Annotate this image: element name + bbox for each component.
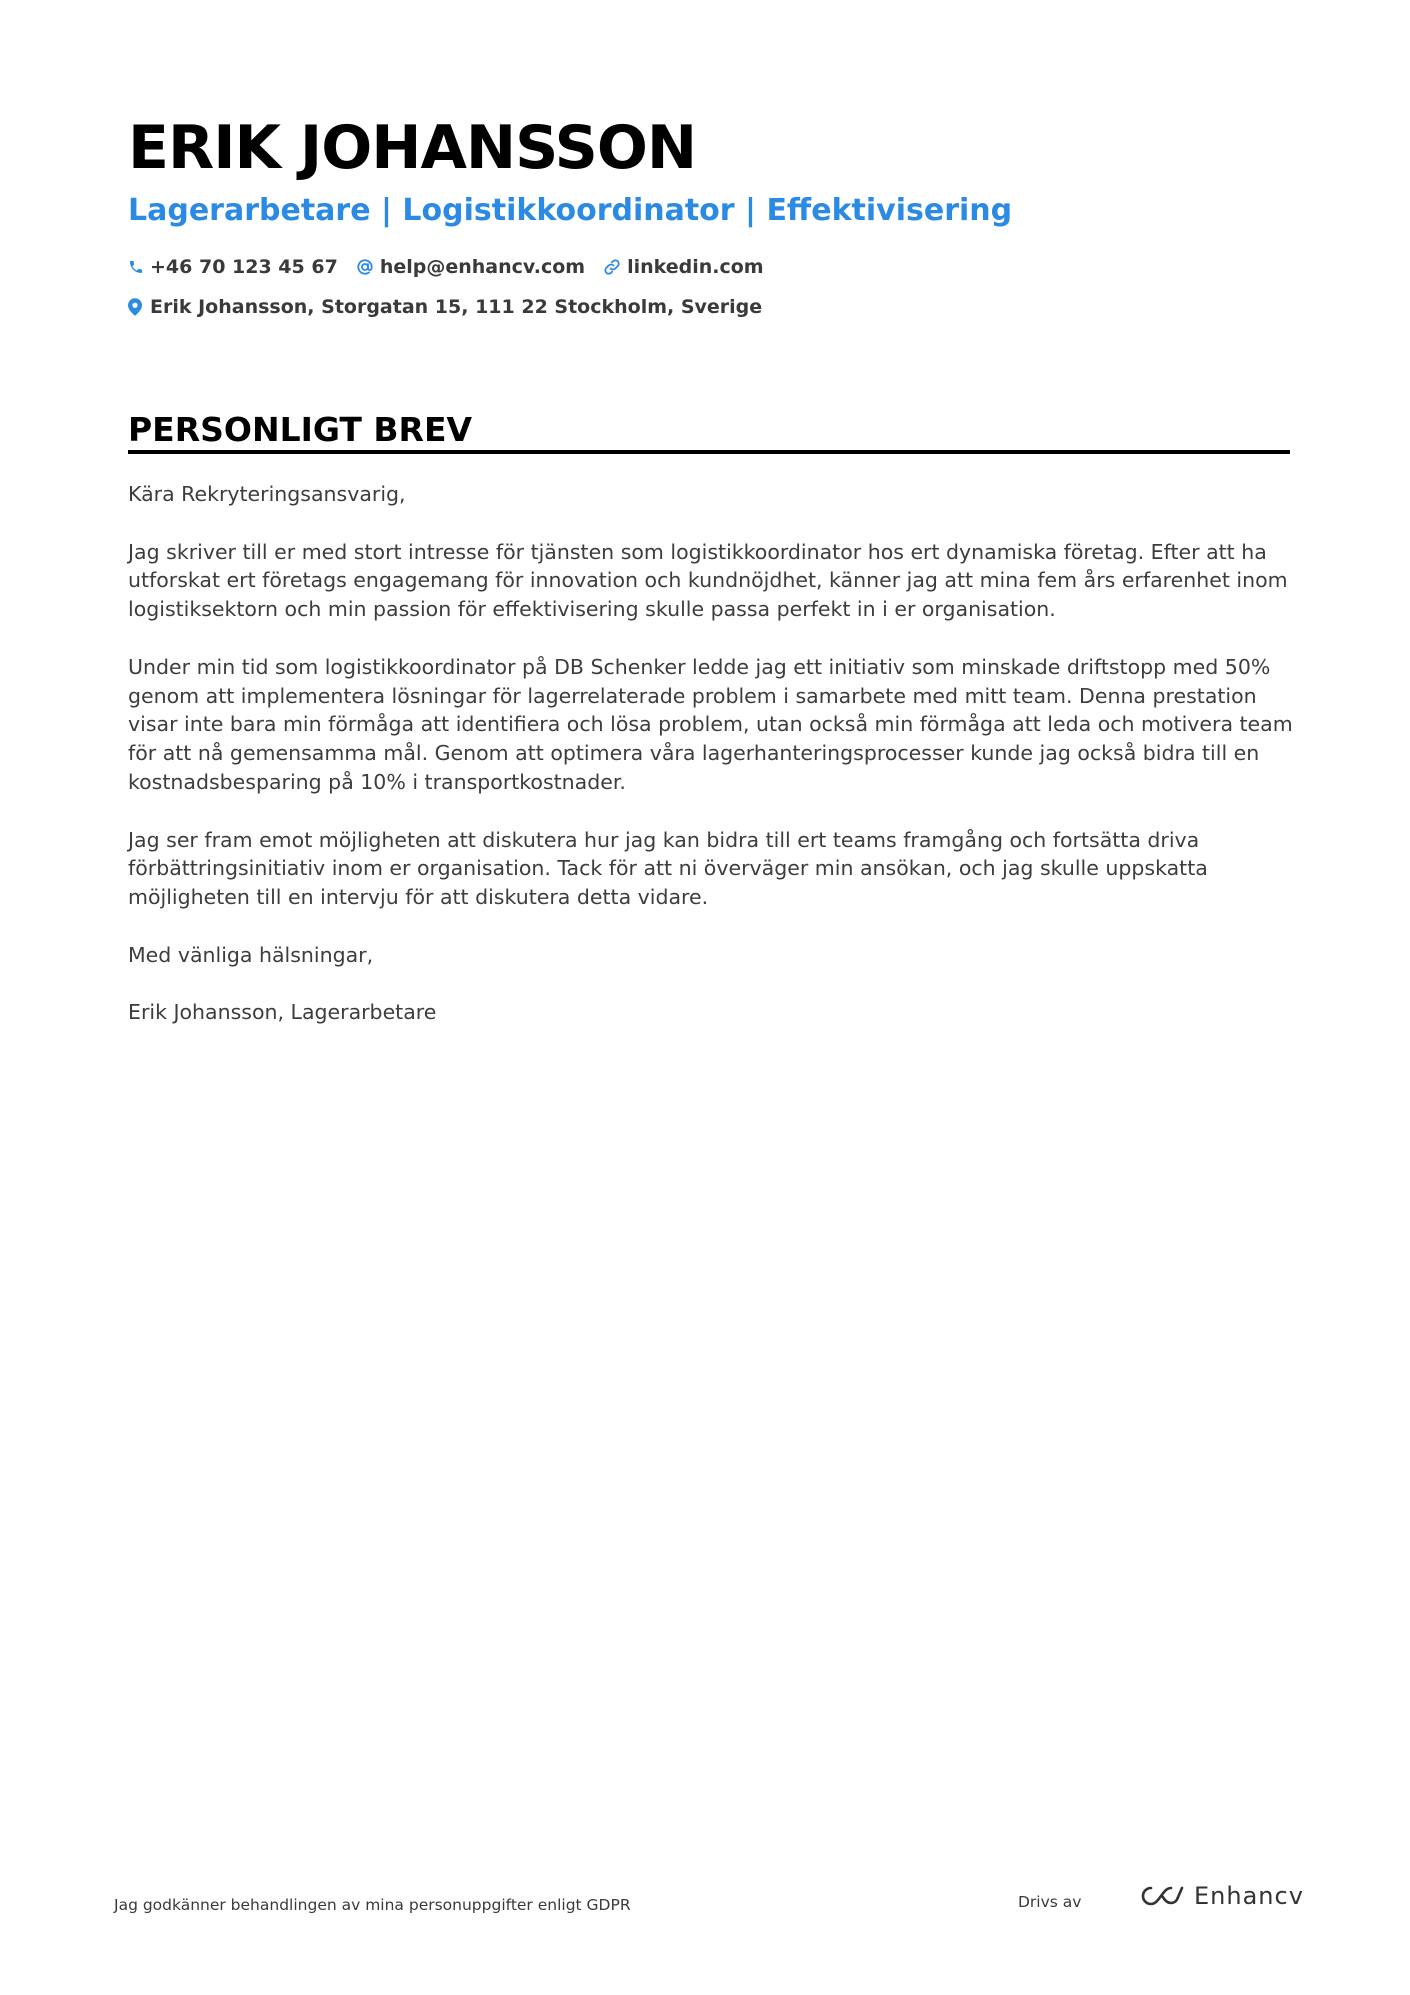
brand-logo[interactable] <box>1138 1882 1304 1910</box>
applicant-name: ERIK JOHANSSON <box>128 113 697 183</box>
link-icon <box>603 258 621 276</box>
powered-by-label: Drivs av <box>1018 1893 1082 1911</box>
contact-email[interactable] <box>356 256 585 278</box>
phone-text: +46 70 123 45 67 <box>150 256 338 278</box>
linkedin-text: linkedin.com <box>627 256 764 278</box>
letter-greeting: Kära Rekryteringsansvarig, <box>128 482 406 506</box>
contact-row <box>128 252 782 282</box>
gdpr-consent: Jag godkänner behandlingen av mina personuppgifter enligt GDPR <box>114 1896 631 1914</box>
section-divider <box>128 450 1290 454</box>
contact-phone <box>128 256 338 278</box>
applicant-title: Lagerarbetare | Logistikkoordinator | Effektivisering <box>128 193 1013 228</box>
at-icon <box>356 258 374 276</box>
letter-paragraph: Jag skriver till er med stort intresse för tjänsten som logistikkoordinator hos ert dynamiska företag. Efter att ha utforskat ert företags engagemang för innovation och kundnöjdhet, känner jag att mina fem års erfarenhet inom logistiksektorn och min passion för effektivisering skulle passa perfekt in i er organisation. <box>128 539 1288 622</box>
section-heading: PERSONLIGT BREV <box>128 410 473 449</box>
contact-linkedin[interactable] <box>603 256 764 278</box>
letter-signature: Erik Johansson, Lagerarbetare <box>128 1000 437 1025</box>
letter-paragraph: Under min tid som logistikkoordinator på DB Schenker ledde jag ett initiativ som minskade driftstopp med 50% genom att implementera lösningar för lagerrelaterade problem i samarbete med mitt team. Denna prestation visar inte bara min förmåga att identifiera och lösa problem, utan också min förmåga att leda och motivera team för att nå gemensamma mål. Genom att optimera våra lagerhanteringsprocesser kunde jag också bidra till en kostnadsbesparing på 10% i transportkostnader. <box>128 654 1293 794</box>
email-text: help@enhancv.com <box>379 256 586 278</box>
phone-icon <box>128 259 144 275</box>
address-text: Erik Johansson, Storgatan 15, 111 22 Stockholm, Sverige <box>150 296 763 318</box>
brand-name: Enhancv <box>1194 1882 1304 1910</box>
letter-closing: Med vänliga hälsningar, <box>128 942 374 967</box>
enhancv-logo-icon <box>1138 1883 1184 1909</box>
contact-address <box>128 292 762 322</box>
letter-body <box>128 480 1308 1056</box>
location-pin-icon <box>128 298 142 316</box>
letter-paragraph: Jag ser fram emot möjligheten att diskutera hur jag kan bidra till ert teams framgång och fortsätta driva förbättringsinitiativ inom er organisation. Tack för att ni överväger min ansökan, och jag skulle uppskatta möjligheten till en intervju för att diskutera detta vidare. <box>128 827 1208 910</box>
